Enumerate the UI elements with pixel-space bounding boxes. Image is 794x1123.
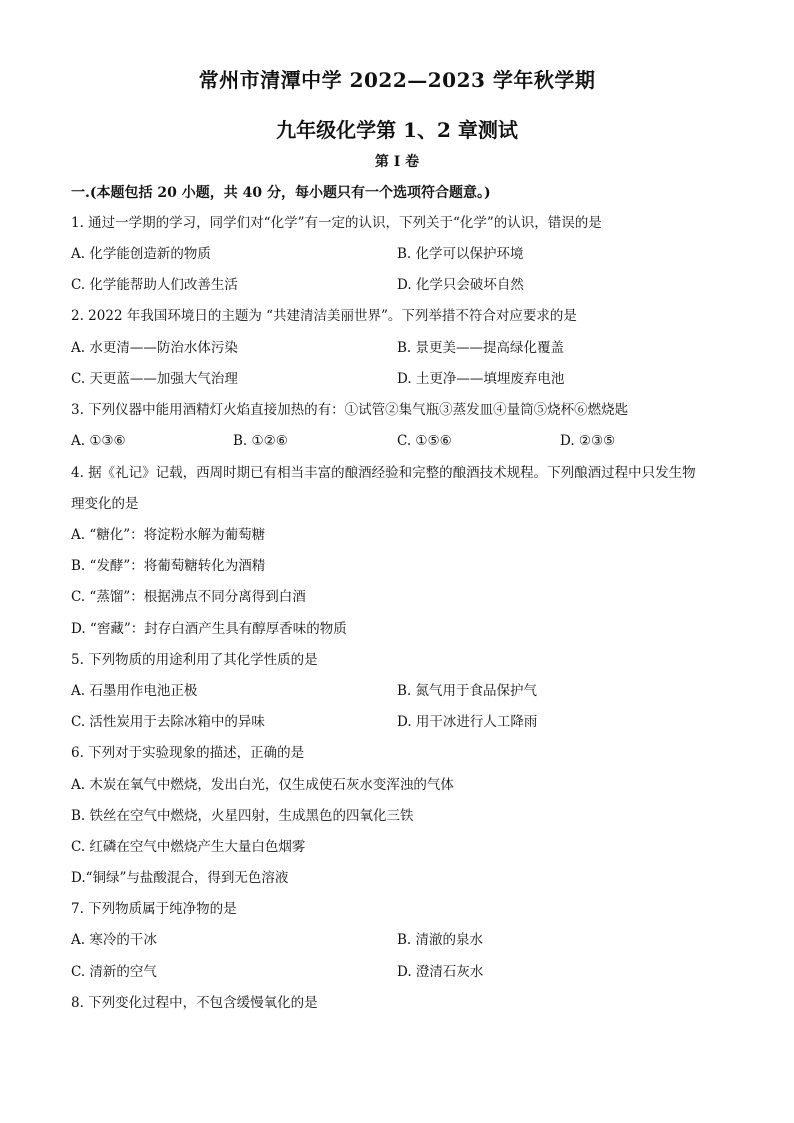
question-3-option-b: B. ①②⑥ — [233, 433, 288, 449]
question-5-option-a: A. 石墨用作电池正极 — [71, 683, 198, 699]
question-5-stem: 5. 下列物质的用途利用了其化学性质的是 — [71, 652, 318, 668]
question-3-option-c: C. ①⑤⑥ — [397, 433, 452, 449]
question-4-stem: 4. 据《礼记》记载，西周时期已有相当丰富的酿酒经验和完整的酿酒技术规程。下列酿酒过程中只发生物 — [71, 465, 696, 481]
question-1-option-b: B. 化学可以保护环境 — [397, 246, 524, 262]
question-2-option-d: D. 土更净——填埋废弃电池 — [397, 371, 565, 387]
question-6-option-c: C. 红磷在空气中燃烧产生大量白色烟雾 — [71, 839, 306, 855]
question-3-option-a: A. ①③⑥ — [71, 433, 126, 449]
question-1-option-a: A. 化学能创造新的物质 — [71, 246, 211, 262]
question-6-option-d: D.“铜绿”与盐酸混合，得到无色溶液 — [71, 870, 289, 886]
question-6-stem: 6. 下列对于实验现象的描述，正确的是 — [71, 745, 305, 761]
exam-subtitle: 九年级化学第 1、2 章测试 — [276, 118, 518, 142]
question-5-option-b: B. 氮气用于食品保护气 — [397, 683, 538, 699]
question-3-option-d: D. ②③⑤ — [560, 433, 616, 449]
volume-label: 第 I 卷 — [374, 154, 420, 170]
question-1-stem: 1. 通过一学期的学习，同学们对“化学”有一定的认识，下列关于“化学”的认识，错误的是 — [71, 215, 602, 231]
question-7-option-a: A. 寒冷的干冰 — [71, 932, 157, 948]
question-5-option-d: D. 用干冰进行人工降雨 — [397, 714, 538, 730]
question-2-stem: 2. 2022 年我国环境日的主题为 “共建清洁美丽世界”。下列举措不符合对应要求的是 — [71, 308, 577, 324]
exam-title: 常州市清潭中学 2022—2023 学年秋学期 — [198, 68, 596, 92]
question-2-option-b: B. 景更美——提高绿化覆盖 — [397, 340, 565, 356]
question-6-option-b: B. 铁丝在空气中燃烧，火星四射，生成黑色的四氧化三铁 — [71, 808, 414, 824]
question-7-option-c: C. 清新的空气 — [71, 964, 157, 980]
question-5-option-c: C. 活性炭用于去除冰箱中的异味 — [71, 714, 265, 730]
question-2-option-c: C. 天更蓝——加强大气治理 — [71, 371, 238, 387]
question-7-option-b: B. 清澈的泉水 — [397, 932, 484, 948]
question-4-option-d: D. “窖藏”：封存白酒产生具有醇厚香味的物质 — [71, 621, 347, 637]
question-1-option-d: D. 化学只会破坏自然 — [397, 277, 524, 293]
section-heading: 一.(本题包括 20 小题，共 40 分，每小题只有一个选项符合题意。) — [71, 185, 491, 201]
question-8-stem: 8. 下列变化过程中，不包含缓慢氧化的是 — [71, 995, 318, 1011]
question-7-stem: 7. 下列物质属于纯净物的是 — [71, 901, 237, 917]
question-7-option-d: D. 澄清石灰水 — [397, 964, 484, 980]
question-3-stem: 3. 下列仪器中能用酒精灯火焰直接加热的有：①试管②集气瓶③蒸发皿④量筒⑤烧杯⑥燃烧匙 — [71, 402, 629, 418]
question-4-option-c: C. “蒸馏”：根据沸点不同分离得到白酒 — [71, 589, 306, 605]
question-6-option-a: A. 木炭在氧气中燃烧，发出白光，仅生成使石灰水变浑浊的气体 — [71, 777, 454, 793]
question-1-option-c: C. 化学能帮助人们改善生活 — [71, 277, 238, 293]
question-4-stem-continued: 理变化的是 — [71, 496, 139, 512]
question-2-option-a: A. 水更清——防治水体污染 — [71, 340, 238, 356]
question-4-option-a: A. “糖化”：将淀粉水解为葡萄糖 — [71, 527, 266, 543]
question-4-option-b: B. “发酵”：将葡萄糖转化为酒精 — [71, 558, 266, 574]
